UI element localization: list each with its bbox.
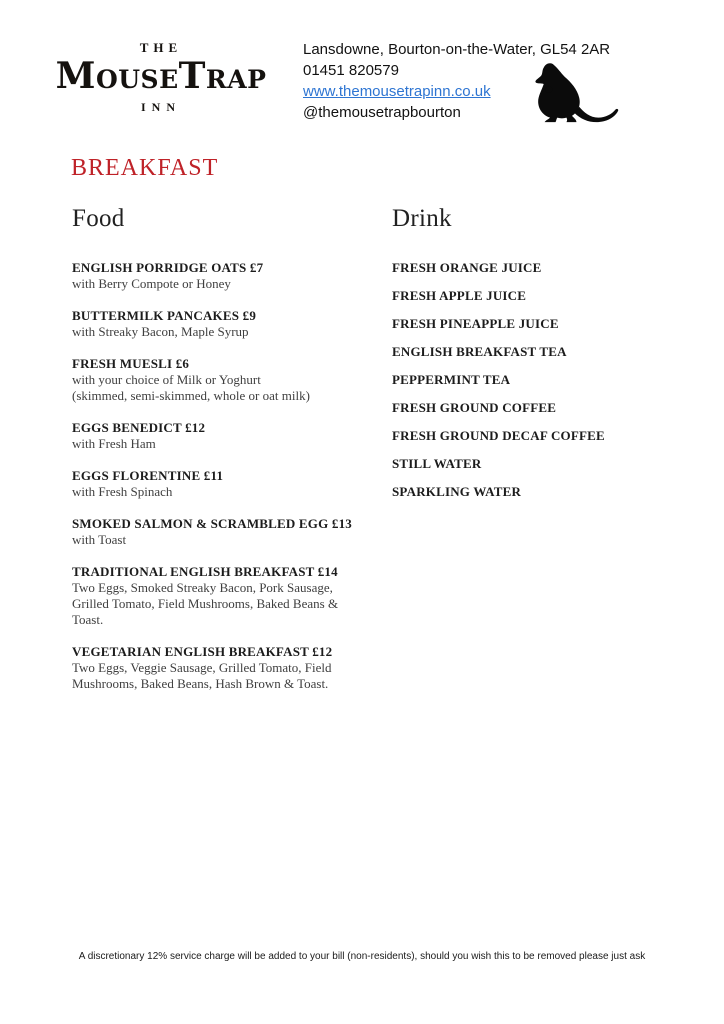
address-line: Lansdowne, Bourton-on-the-Water, GL54 2AR bbox=[303, 41, 611, 58]
website-link[interactable]: www.themousetrapinn.co.uk bbox=[303, 83, 491, 100]
food-item-description: with Fresh Spinach bbox=[72, 484, 173, 499]
logo-text-the: THE bbox=[139, 40, 183, 55]
logo-text-main: MouseTrap bbox=[55, 55, 267, 97]
drink-menu-item: ENGLISH BREAKFAST TEA bbox=[392, 344, 567, 359]
food-item-description: (skimmed, semi-skimmed, whole or oat milk) bbox=[72, 388, 310, 403]
food-item-description: Grilled Tomato, Field Mushrooms, Baked Beans & bbox=[72, 596, 339, 611]
service-charge-note: A discretionary 12% service charge will be added to your bill (non-residents), should you wish this to be removed please just ask bbox=[78, 951, 646, 962]
mousetrap-logo bbox=[55, 40, 267, 114]
food-section bbox=[72, 204, 384, 708]
phone-number: 01451 820579 bbox=[303, 62, 399, 79]
food-item-title: SMOKED SALMON & SCRAMBLED EGG £13 bbox=[72, 516, 352, 531]
food-item-title: FRESH MUESLI £6 bbox=[72, 356, 190, 371]
food-item-description: with Toast bbox=[72, 532, 127, 547]
food-item-title: ENGLISH PORRIDGE OATS £7 bbox=[72, 260, 264, 275]
food-menu-item bbox=[72, 308, 384, 340]
food-item-description: with your choice of Milk or Yoghurt bbox=[72, 372, 261, 387]
food-menu-item bbox=[72, 564, 384, 628]
food-item-description: Two Eggs, Veggie Sausage, Grilled Tomato, Field bbox=[72, 660, 332, 675]
rat-silhouette-icon bbox=[521, 60, 621, 128]
drink-list bbox=[392, 260, 662, 500]
food-item-title: EGGS FLORENTINE £11 bbox=[72, 468, 224, 483]
food-menu-item bbox=[72, 260, 384, 292]
food-item-description: Toast. bbox=[72, 612, 104, 627]
food-item-description: with Fresh Ham bbox=[72, 436, 156, 451]
drink-heading: Drink bbox=[392, 205, 452, 232]
food-item-title: BUTTERMILK PANCAKES £9 bbox=[72, 308, 257, 323]
social-handle: @themousetrapbourton bbox=[303, 104, 461, 121]
food-list bbox=[72, 260, 384, 692]
food-item-description: Mushrooms, Baked Beans, Hash Brown & Toast. bbox=[72, 676, 329, 691]
logo-text-inn: INN bbox=[140, 100, 181, 114]
food-menu-item bbox=[72, 644, 384, 692]
page-title: BREAKFAST bbox=[71, 155, 219, 181]
drink-menu-item: FRESH APPLE JUICE bbox=[392, 288, 527, 303]
drink-menu-item: FRESH ORANGE JUICE bbox=[392, 260, 542, 275]
food-menu-item bbox=[72, 420, 384, 452]
food-item-description: with Berry Compote or Honey bbox=[72, 276, 231, 291]
food-item-title: EGGS BENEDICT £12 bbox=[72, 420, 206, 435]
food-item-description: with Streaky Bacon, Maple Syrup bbox=[72, 324, 249, 339]
food-menu-item bbox=[72, 516, 384, 548]
drink-menu-item: FRESH PINEAPPLE JUICE bbox=[392, 316, 559, 331]
food-menu-item bbox=[72, 468, 384, 500]
drink-menu-item: PEPPERMINT TEA bbox=[392, 372, 511, 387]
food-menu-item bbox=[72, 356, 384, 404]
food-item-title: TRADITIONAL ENGLISH BREAKFAST £14 bbox=[72, 564, 338, 579]
drink-menu-item: SPARKLING WATER bbox=[392, 484, 522, 499]
food-heading: Food bbox=[72, 205, 125, 232]
food-item-description: Two Eggs, Smoked Streaky Bacon, Pork Sausage, bbox=[72, 580, 333, 595]
food-item-title: VEGETARIAN ENGLISH BREAKFAST £12 bbox=[72, 644, 333, 659]
drink-menu-item: STILL WATER bbox=[392, 456, 482, 471]
drink-menu-item: FRESH GROUND DECAF COFFEE bbox=[392, 428, 605, 443]
drink-section bbox=[392, 204, 662, 512]
drink-menu-item: FRESH GROUND COFFEE bbox=[392, 400, 557, 415]
